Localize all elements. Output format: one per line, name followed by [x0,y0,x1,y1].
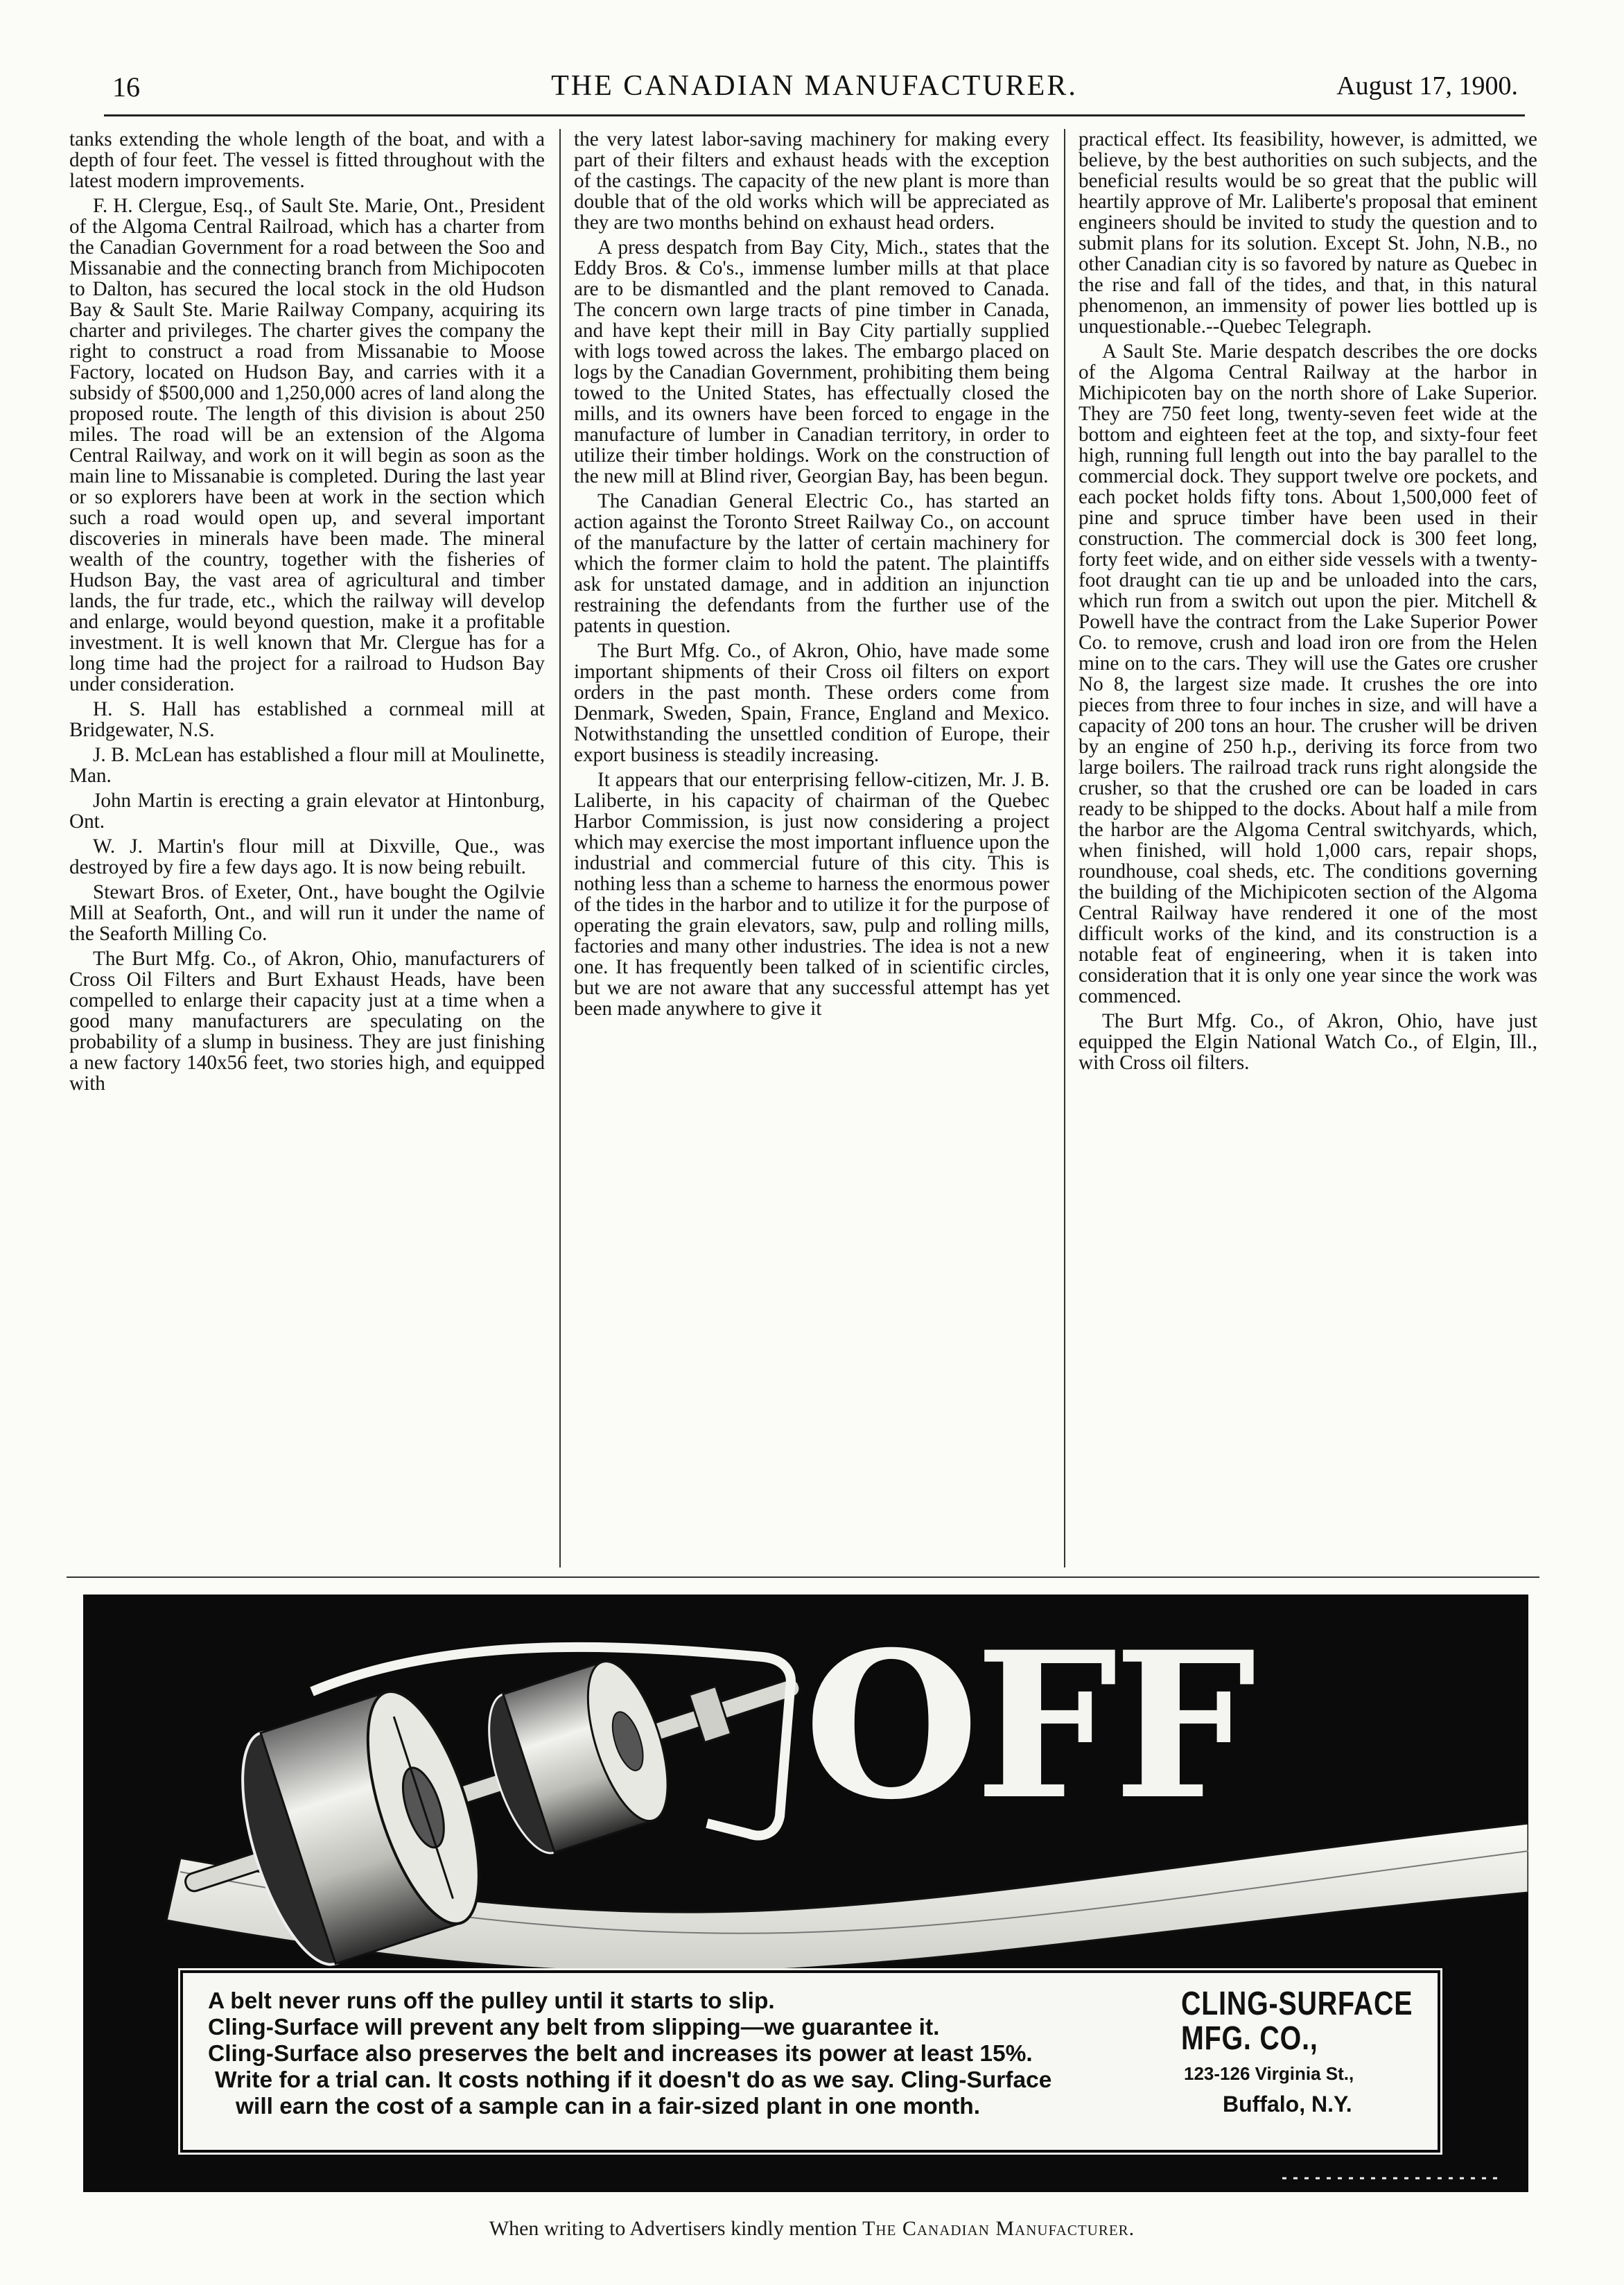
ad-copy [208,1988,1130,2120]
paragraph: H. S. Hall has established a cornmeal mill at Bridgewater, N.S. [69,698,545,741]
column-divider [1064,129,1065,1567]
paragraph: tanks extending the whole length of the boat, and with a depth of four feet. The vessel is fitted throughout with the latest modern improvements. [69,129,545,192]
paragraph: The Burt Mfg. Co., of Akron, Ohio, have just equipped the Elgin National Watch Co., of Elgin, Ill., with Cross oil filters. [1079,1010,1537,1074]
article-columns [69,129,1539,1567]
ad-copy-line: Cling-Surface will prevent any belt from slipping—we guarantee it. [208,2015,940,2040]
paragraph: Stewart Bros. of Exeter, Ont., have bought the Ogilvie Mill at Seaforth, Ont., and will run it under the name of the Seaforth Milling Co. [69,881,545,945]
paragraph: The Burt Mfg. Co., of Akron, Ohio, have made some important shipments of their Cross oil filters on export orders in the past month. These orders come from Denmark, Sweden, Spain, France, England and Mexico. Notwithstanding the unsettled condition of Europe, their export business is steadily increasing. [574,640,1049,766]
company-address: 123-126 Virginia St., [1184,2063,1354,2084]
issue-date: August 17, 1900. [1336,71,1518,101]
company-name-2: MFG. CO., [1181,2020,1318,2057]
ad-text-panel [180,1970,1440,2153]
paragraph: John Martin is erecting a grain elevator at Hintonburg, Ont. [69,790,545,833]
collar [689,1687,731,1743]
company-city: Buffalo, N.Y. [1223,2092,1352,2117]
paragraph: It appears that our enterprising fellow-citizen, Mr. J. B. Laliberte, in his capacity of chairman of the Quebec Harbor Commission, is just now considering a project which may exercise the most important influence upon the industrial and commercial future of this city. This is nothing less than a scheme to harness the enormous power of the tides in the harbor and to utilize it for the purpose of operating the grain elevators, saw, pulp and rolling mills, factories and many other industries. The idea is not a new one. It has frequently been talked of in scientific circles, but we are not aware that any successful attempt has yet been made anywhere to give it [574,769,1049,1020]
paragraph: A Sault Ste. Marie despatch describes the ore docks of the Algoma Central Railway at the harbor in Michipicoten bay on the north shore of Lake Superior. They are 750 feet long, twenty-seven feet wide at the bottom and eighteen feet at the top, and sixty-four feet high, running full length out into the bay parallel to the commercial dock. They support twelve ore pockets, and each pocket holds fifty tons. About 1,500,000 feet of pine and spruce timber have been used in their construction. The commercial dock is 300 feet long, forty feet wide, and on either side vessels with a twenty-foot draught can tie up and be unloaded into the cars, which run from a switch out upon the pier. Mitchell & Powell have the contract from the Lake Superior Power Co. to remove, crush and load iron ore from the Helen mine on to the cars. They will use the Gates ore crusher No 8, the largest size made. It crushes the ore into pieces from three to four inches in size, and will have a capacity of 200 tons an hour. The crusher will be driven by an engine of 250 h.p., deriving its force from two large boilers. The railroad track runs right alongside the crusher, so that the crushed ore can be loaded in cars ready to be shipped to the docks. About half a mile from the harbor are the Algoma Central switchyards, which, when finished, will hold 1,000 cars, repair shops, roundhouse, coal sheds, etc. The conditions governing the building of the Michipicoten section of the Algoma Central Railway have rendered it one of the most difficult works of the kind, and its construction is a notable feat of engineering, when it is taken into consideration that it is only one year since the work was commenced. [1079,340,1537,1007]
ad-copy-line: will earn the cost of a sample can in a fair-sized plant in one month. [236,2094,981,2119]
footer-text: When writing to Advertisers kindly mention [489,2217,863,2240]
paragraph: The Canadian General Electric Co., has started an action against the Toronto Street Railway Co., on account of the manufacture by the latter of certain machinery for which the former claim to hold the patent. The plaintiffs ask for unstated damage, and in addition an injunction restraining the defendants from the further use of the patents in question. [574,490,1049,637]
ad-copy-line: A belt never runs off the pulley until it starts to slip. [208,1988,775,2014]
pulley-small [473,1652,683,1862]
footer-note [0,2217,1624,2241]
page-number: 16 [112,71,140,103]
cling-surface-advertisement [83,1595,1528,2192]
paragraph: The Burt Mfg. Co., of Akron, Ohio, manufacturers of Cross Oil Filters and Burt Exhaust Heads, have been compelled to enlarge their capacity just at a time when a good many manufacturers are speculating on the probability of a slump in business. They are just finishing a new factory 140x56 feet, two stories high, and equipped with [69,948,545,1095]
journal-title: THE CANADIAN MANUFACTURER. [551,70,1078,102]
ad-headline: OFF [804,1608,1252,1844]
column-2 [574,129,1049,1567]
paragraph: the very latest labor-saving machinery for making every part of their filters and exhaust heads with the exception of the castings. The capacity of the new plant is more than double that of the old works which will be appreciated as they are two months behind on exhaust head orders. [574,129,1049,234]
paragraph: F. H. Clergue, Esq., of Sault Ste. Marie, Ont., President of the Algoma Central Railroad, which has a charter from the Canadian Government for a road between the Soo and Missanabie and the connecting branch from Michipocoten to Dalton, has secured the local stock in the old Hudson Bay & Sault Ste. Marie Railway Company, acquiring its charter and privileges. The charter gives the company the right to construct a road from Missanabie to Moose Factory, located on Hudson Bay, and carries with it a subsidy of $500,000 and 1,250,000 acres of land along the proposed route. The length of this division is about 250 miles. The road will be an extension of the Algoma Central Railway, and work on it will begin as soon as the main line to Missanabie is completed. During the last year or so explorers have been at work in the section which such a road would open up, and several important discoveries in minerals have been made. The mineral wealth of the country, together with the fisheries of Hudson Bay, the vast area of agricultural and timber lands, the fur trade, etc., which the railway will develop and enlarge, would beyond question, make it a profitable investment. It is well known that Mr. Clergue has for a long time had the project for a railroad to Hudson Bay under consideration. [69,195,545,695]
advertisement-rule [67,1576,1539,1578]
column-divider [559,129,561,1567]
paragraph: A press despatch from Bay City, Mich., states that the Eddy Bros. & Co's., immense lumber mills at that place are to be dismantled and the plant removed to Canada. The concern own large tracts of pine timber in Canada, and have kept their mill in Bay City partially supplied with logs towed across the lakes. The embargo placed on logs by the Canadian Government, prohibiting them being towed to the United States, has effectually closed the mills, and its owners have been forced to engage in the manufacture of lumber in Canadian territory, in order to utilize their timber holdings. Work on the construction of the new mill at Blind river, Georgian Bay, has been begun. [574,236,1049,487]
paragraph: J. B. McLean has established a flour mill at Moulinette, Man. [69,744,545,787]
paragraph: W. J. Martin's flour mill at Dixville, Que., was destroyed by fire a few days ago. It is now being rebuilt. [69,835,545,878]
running-head [104,64,1525,105]
column-3 [1079,129,1537,1567]
paragraph: practical effect. Its feasibility, however, is admitted, we believe, by the best authorities on such subjects, and the beneficial results would be so great that the public will heartily approve of Mr. Laliberte's proposal that eminent engineers should be invited to study the question and to submit plans for its solution. Except St. John, N.B., no other Canadian city is so favored by nature as Quebec in the rise and fall of the tides, and that, in this natural phenomenon, an immensity of power lies bottled up is unquestionable.--Quebec Telegraph. [1079,129,1537,338]
footer-publication: The Canadian Manufacturer. [862,2217,1135,2240]
company-name: CLING-SURFACE [1181,1986,1413,2022]
header-rule [104,114,1525,116]
column-1 [69,129,545,1567]
advertiser-block [1181,1986,1413,2120]
ad-copy-line: Write for a trial can. It costs nothing if it doesn't do as we say. Cling-Surface [215,2067,1052,2093]
ad-copy-line: Cling-Surface also preserves the belt and increases its power at least 15%. [208,2041,1033,2067]
